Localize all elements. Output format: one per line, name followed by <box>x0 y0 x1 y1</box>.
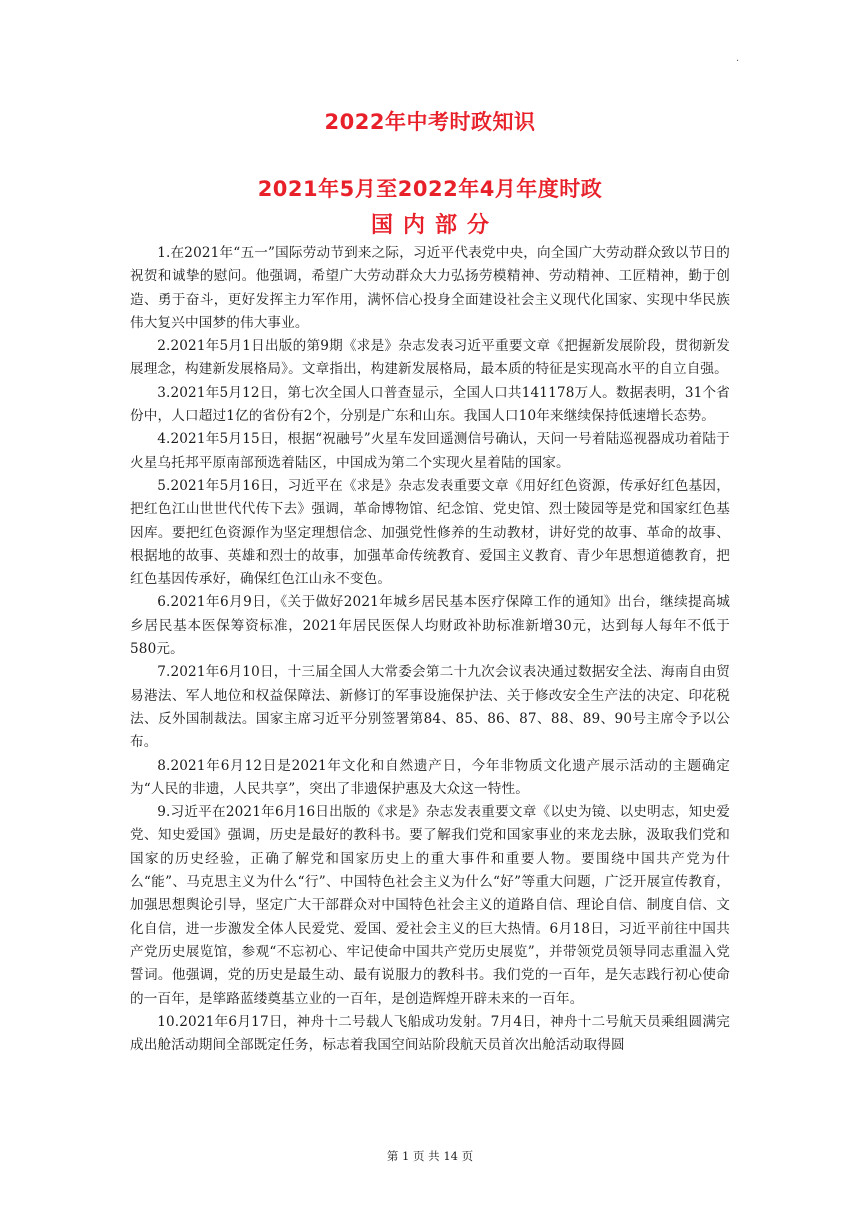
news-item-5: 5.2021年5月16日，习近平在《求是》杂志发表重要文章《用好红色资源，传承好红色基因，把红色江山世世代代传下去》强调，革命博物馆、纪念馆、党史馆、烈士陵园等是党和国家红色基因库。要把红色资源作为坚定理想信念、加强党性修养的生动教材，讲好党的故事、革命的故事、根据地的故事、英雄和烈士的故事，加强革命传统教育、爱国主义教育、青少年思想道德教育，把红色基因传承好，确保红色江山永不变色。 <box>130 477 730 588</box>
page-number-footer: 第 1 页 共 14 页 <box>386 1149 474 1163</box>
news-item-7: 7.2021年6月10日，十三届全国人大常委会第二十九次会议表决通过数据安全法、海南自由贸易港法、军人地位和权益保障法、新修订的军事设施保护法、关于修改安全生产法的决定、印花税法、反外国制裁法。国家主席习近平分别签署第84、85、86、87、88、89、90号主席令予以公布。 <box>130 664 730 751</box>
news-item-1: 1.在2021年“五一”国际劳动节到来之际，习近平代表党中央，向全国广大劳动群众致以节日的祝贺和诚挚的慰问。他强调，希望广大劳动群众大力弘扬劳模精神、劳动精神、工匠精神，勤于创造、勇于奋斗，更好发挥主力军作用，满怀信心投身全面建设社会主义现代化国家、实现中华民族伟大复兴中国梦的伟大事业。 <box>130 245 730 331</box>
news-item-8: 8.2021年6月12日是2021年文化和自然遗产日，今年非物质文化遗产展示活动的主题确定为“人民的非遗，人民共享”，突出了非遗保护惠及大众这一特性。 <box>130 757 730 797</box>
news-item-10: 10.2021年6月17日，神舟十二号载人飞船成功发射。7月4日，神舟十二号航天员乘组圆满完成出舱活动期间全部既定任务，标志着我国空间站阶段航天员首次出舱活动取得圆 <box>130 1013 730 1054</box>
news-item-6: 6.2021年6月9日，《关于做好2021年城乡居民基本医疗保障工作的通知》出台，继续提高城乡居民基本医保筹资标准，2021年居民医保人均财政补助标准新增30元，达到每人每年不低于580元。 <box>130 594 730 658</box>
news-item-2: 2.2021年5月1日出版的第9期《求是》杂志发表习近平重要文章《把握新发展阶段，贯彻新发展理念，构建新发展格局》。文章指出，构建新发展格局，最本质的特征是实现高水平的自立自强。 <box>130 338 730 378</box>
corner-mark: · <box>736 56 740 67</box>
news-item-3: 3.2021年5月12日，第七次全国人口普查显示，全国人口共141178万人。数据表明，31个省份中，人口超过1亿的省份有2个，分别是广东和山东。我国人口10年来继续保持低速增长态势。 <box>130 384 730 425</box>
section-heading: 国内部分 <box>370 213 499 238</box>
document-title: 2022年中考时政知识 <box>324 110 536 134</box>
news-item-9: 9.习近平在2021年6月16日出版的《求是》杂志发表重要文章《以史为镜、以史明志，知史爱党、知史爱国》强调，历史是最好的教科书。要了解我们党和国家事业的来龙去脉，汲取我们党和国家的历史经验，正确了解党和国家历史上的重大事件和重要人物。要围绕中国共产党为什么“能”、马克思主义为什么“行”、中国特色社会主义为什么“好”等重大问题，广泛开展宣传教育，加强思想舆论引导，坚定广大干部群众对中国特色社会主义的道路自信、理论自信、制度自信、文化自信，进一步激发全体人民爱党、爱国、爱社会主义的巨大热情。6月18日，习近平前往中国共产党历史展览馆，参观“不忘初心、牢记使命中国共产党历史展览”，并带领党员领导同志重温入党誓词。他强调，党的历史是最生动、最有说服力的教科书。我们党的一百年，是矢志践行初心使命的一百年，是筚路蓝缕奠基立业的一百年，是创造辉煌开辟未来的一百年。 <box>130 804 730 1007</box>
document-body <box>130 242 730 1057</box>
news-item-4: 4.2021年5月15日，根据“祝融号”火星车发回遥测信号确认，天问一号着陆巡视器成功着陆于火星乌托邦平原南部预选着陆区，中国成为第二个实现火星着陆的国家。 <box>130 431 730 471</box>
period-heading: 2021年5月至2022年4月年度时政 <box>257 177 603 201</box>
